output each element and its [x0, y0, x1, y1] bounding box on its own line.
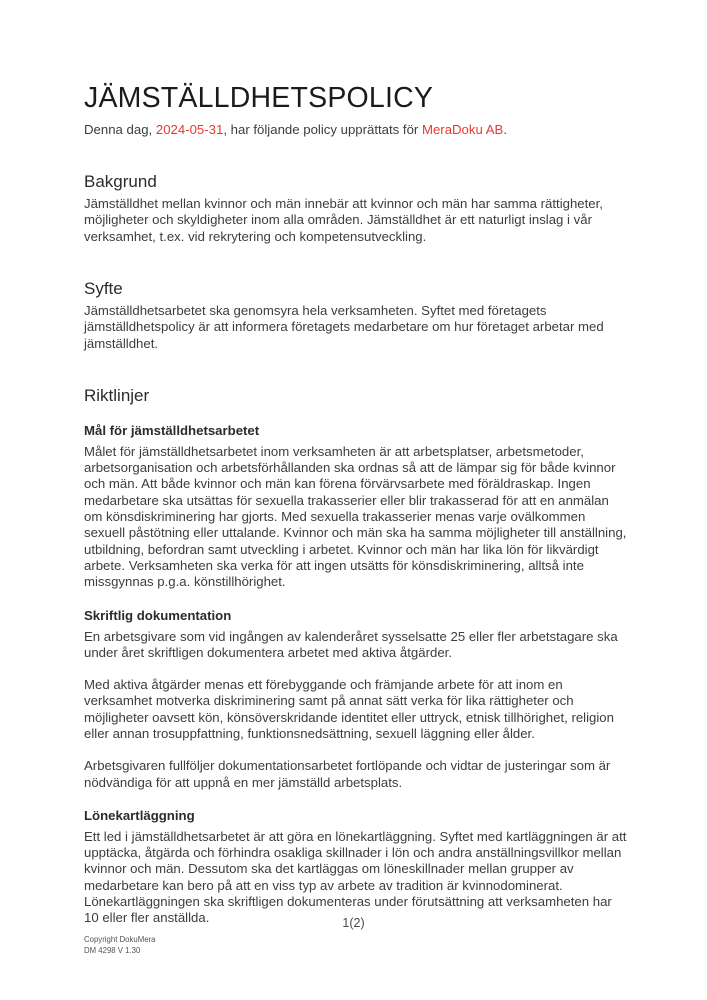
- subsection-lonekartlaggning: [84, 808, 627, 927]
- intro-suffix: .: [503, 121, 508, 137]
- policy-date: 2024-05-31: [155, 121, 224, 137]
- footer-page-number: 1(2): [342, 916, 365, 930]
- paragraph: Med aktiva åtgärder menas ett förebyggande och främjande arbete för att inom en verksamhet motverka diskriminering samt på annat sätt verka för lika rättigheter och möjligheter oavsett kön, könsöverskridande identitet eller uttryck, etnisk tillhörighet, religion eller annan trosuppfattning, funktionsnedsättning, sexuell läggning eller ålder.: [84, 677, 614, 741]
- footer-copyright-line: Copyright DokuMera: [84, 935, 156, 944]
- paragraph: Ett led i jämställdhetsarbetet är att göra en lönekartläggning. Syftet med kartläggningen är att upptäcka, åtgärda och förhindra osakliga skillnader i lön och andra anställningsvillkor mellan kvinnor och män. Dessutom ska det kartläggas om löneskillnader mellan grupper av medarbetare kan bero på att en viss typ av arbete av tradition är kvinnodominerat. Lönekartläggningen ska skriftligen dokumenteras under förutsättning att verksamheten har 10 eller fler anställda.: [84, 828, 627, 926]
- footer-copyright: [84, 934, 156, 957]
- section-riktlinjer: [84, 386, 627, 927]
- paragraph: Arbetsgivaren fullföljer dokumentationsarbetet fortlöpande och vidtar de justeringar som är nödvändiga för att uppnå en mer jämställd arbetsplats.: [84, 758, 611, 790]
- section-syfte: [84, 279, 627, 352]
- subsection-heading-mal: Mål för jämställdhetsarbetet: [84, 422, 260, 438]
- intro-prefix: Denna dag,: [84, 121, 156, 137]
- section-bakgrund: [84, 172, 627, 245]
- subsection-skriftlig-dokumentation: [84, 608, 627, 791]
- paragraph: Jämställdhet mellan kvinnor och män innebär att kvinnor och män har samma rättigheter, möjligheter och skyldigheter inom alla områden. Jämställdhet är ett naturligt inslag i vår verksamhet, t.ex. vid rekrytering och kompetensutveckling.: [84, 196, 603, 244]
- company-name: MeraDoku AB: [421, 121, 504, 137]
- paragraph: Målet för jämställdhetsarbetet inom verksamheten är att arbetsplatser, arbetsmetoder, arbetsorganisation och arbetsförhållanden ska ordnas så att de lämpar sig för både kvinnor och män. Att både kvinnor och män kan förena förvärvsarbete med föräldraskap. Ingen medarbetare ska utsättas för sexuella trakasserier eller blir trakasserad för att en anmälan om könsdiskriminering har gjorts. Med sexuella trakasserier menas varje ovälkommen sexuell påstötning eller uttalande. Kvinnor och män ska ha samma möjligheter till anställning, utbildning, befordran samt utveckling i arbetet. Kvinnor och män har lika lön för likvärdigt arbete. Verksamheten ska verka för att ingen utsätts för könsdiskriminering, alltså inte missgynnas p.g.a. könstillhörighet.: [84, 443, 627, 590]
- section-heading-syfte: Syfte: [84, 278, 123, 298]
- paragraph: Jämställdhetsarbetet ska genomsyra hela verksamheten. Syftet med företagets jämställdhetspolicy är att informera företagets medarbetare om hur företaget arbetar med jämställdhet.: [84, 302, 604, 351]
- subsection-heading-skriftlig-dokumentation: Skriftlig dokumentation: [84, 607, 232, 623]
- intro-line: [84, 122, 627, 138]
- intro-middle: , har följande policy upprättats för: [223, 121, 422, 137]
- document-title: JÄMSTÄLLDHETSPOLICY: [84, 82, 434, 114]
- section-heading-riktlinjer: Riktlinjer: [84, 385, 150, 405]
- footer-doc-id: DM 4298 V 1.30: [84, 946, 141, 956]
- subsection-mal: [84, 423, 627, 591]
- section-heading-bakgrund: Bakgrund: [84, 172, 157, 192]
- paragraph: En arbetsgivare som vid ingången av kalenderåret sysselsatte 25 eller fler arbetstagare ska under året skriftligen dokumentera arbetet med aktiva åtgärder.: [84, 628, 618, 660]
- subsection-heading-lonekartlaggning: Lönekartläggning: [84, 807, 195, 823]
